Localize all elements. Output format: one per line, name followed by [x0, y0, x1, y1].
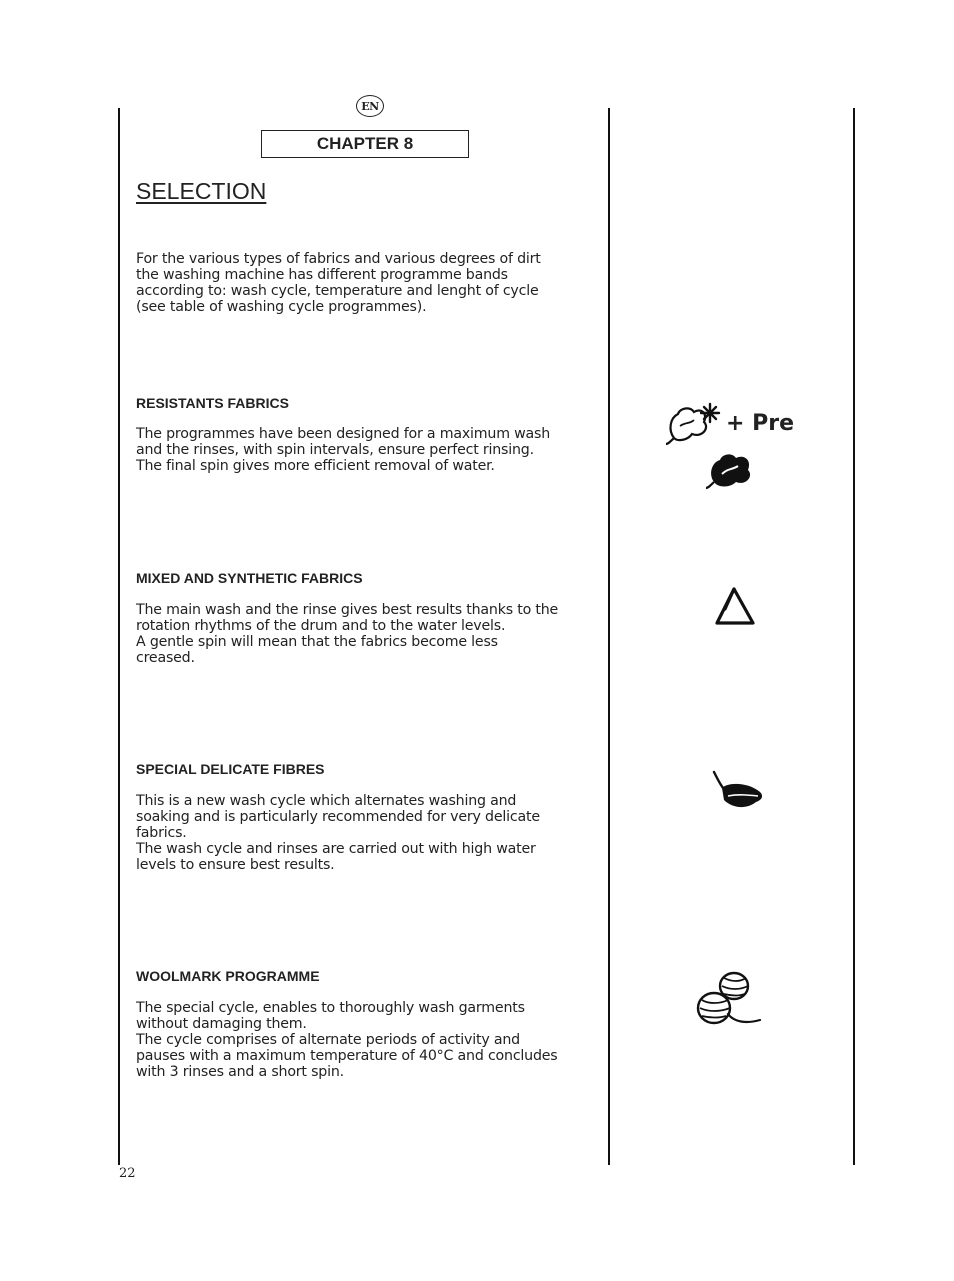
left-margin-rule [118, 108, 120, 1165]
cotton-flower-icon [664, 400, 730, 448]
language-badge: EN [356, 95, 384, 117]
section-body-delicate: This is a new wash cycle which alternates washing and soaking and is particularly recommended for very delicate fabrics. The wash cycle and rinses are carried out with high water levels to ensure best results. [136, 793, 540, 873]
synthetic-triangle-icon [711, 585, 757, 629]
section-heading-resistant: RESISTANTS FABRICS [136, 395, 289, 411]
prewash-label: + Pre [726, 411, 794, 436]
wool-yarn-icon [694, 970, 766, 1032]
page-title: SELECTION [136, 178, 267, 204]
intro-paragraph: For the various types of fabrics and various degrees of dirt the washing machine has different programme bands according to: wash cycle, temperature and lenght of cycle (see table of washing cycle programmes). [136, 251, 541, 315]
feather-icon [708, 768, 768, 816]
column-divider-rule [608, 108, 610, 1165]
cotton-flower-icon-secondary [704, 448, 758, 492]
section-heading-woolmark: WOOLMARK PROGRAMME [136, 968, 320, 984]
page-number: 22 [119, 1166, 136, 1181]
section-body-mixed: The main wash and the rinse gives best results thanks to the rotation rhythms of the drum and to the water levels. A gentle spin will mean that the fabrics become less creased. [136, 602, 559, 666]
right-margin-rule [853, 108, 855, 1165]
section-heading-mixed: MIXED AND SYNTHETIC FABRICS [136, 570, 363, 586]
section-body-resistant: The programmes have been designed for a maximum wash and the rinses, with spin intervals, ensure perfect rinsing. The final spin gives more efficient removal of water. [136, 426, 550, 474]
section-body-woolmark: The special cycle, enables to thoroughly wash garments without damaging them. The cycle comprises of alternate periods of activity and pauses with a maximum temperature of 40°C and concludes with 3 rinses and a short spin. [136, 1000, 558, 1080]
chapter-label: CHAPTER 8 [261, 130, 469, 158]
section-heading-delicate: SPECIAL DELICATE FIBRES [136, 761, 325, 777]
